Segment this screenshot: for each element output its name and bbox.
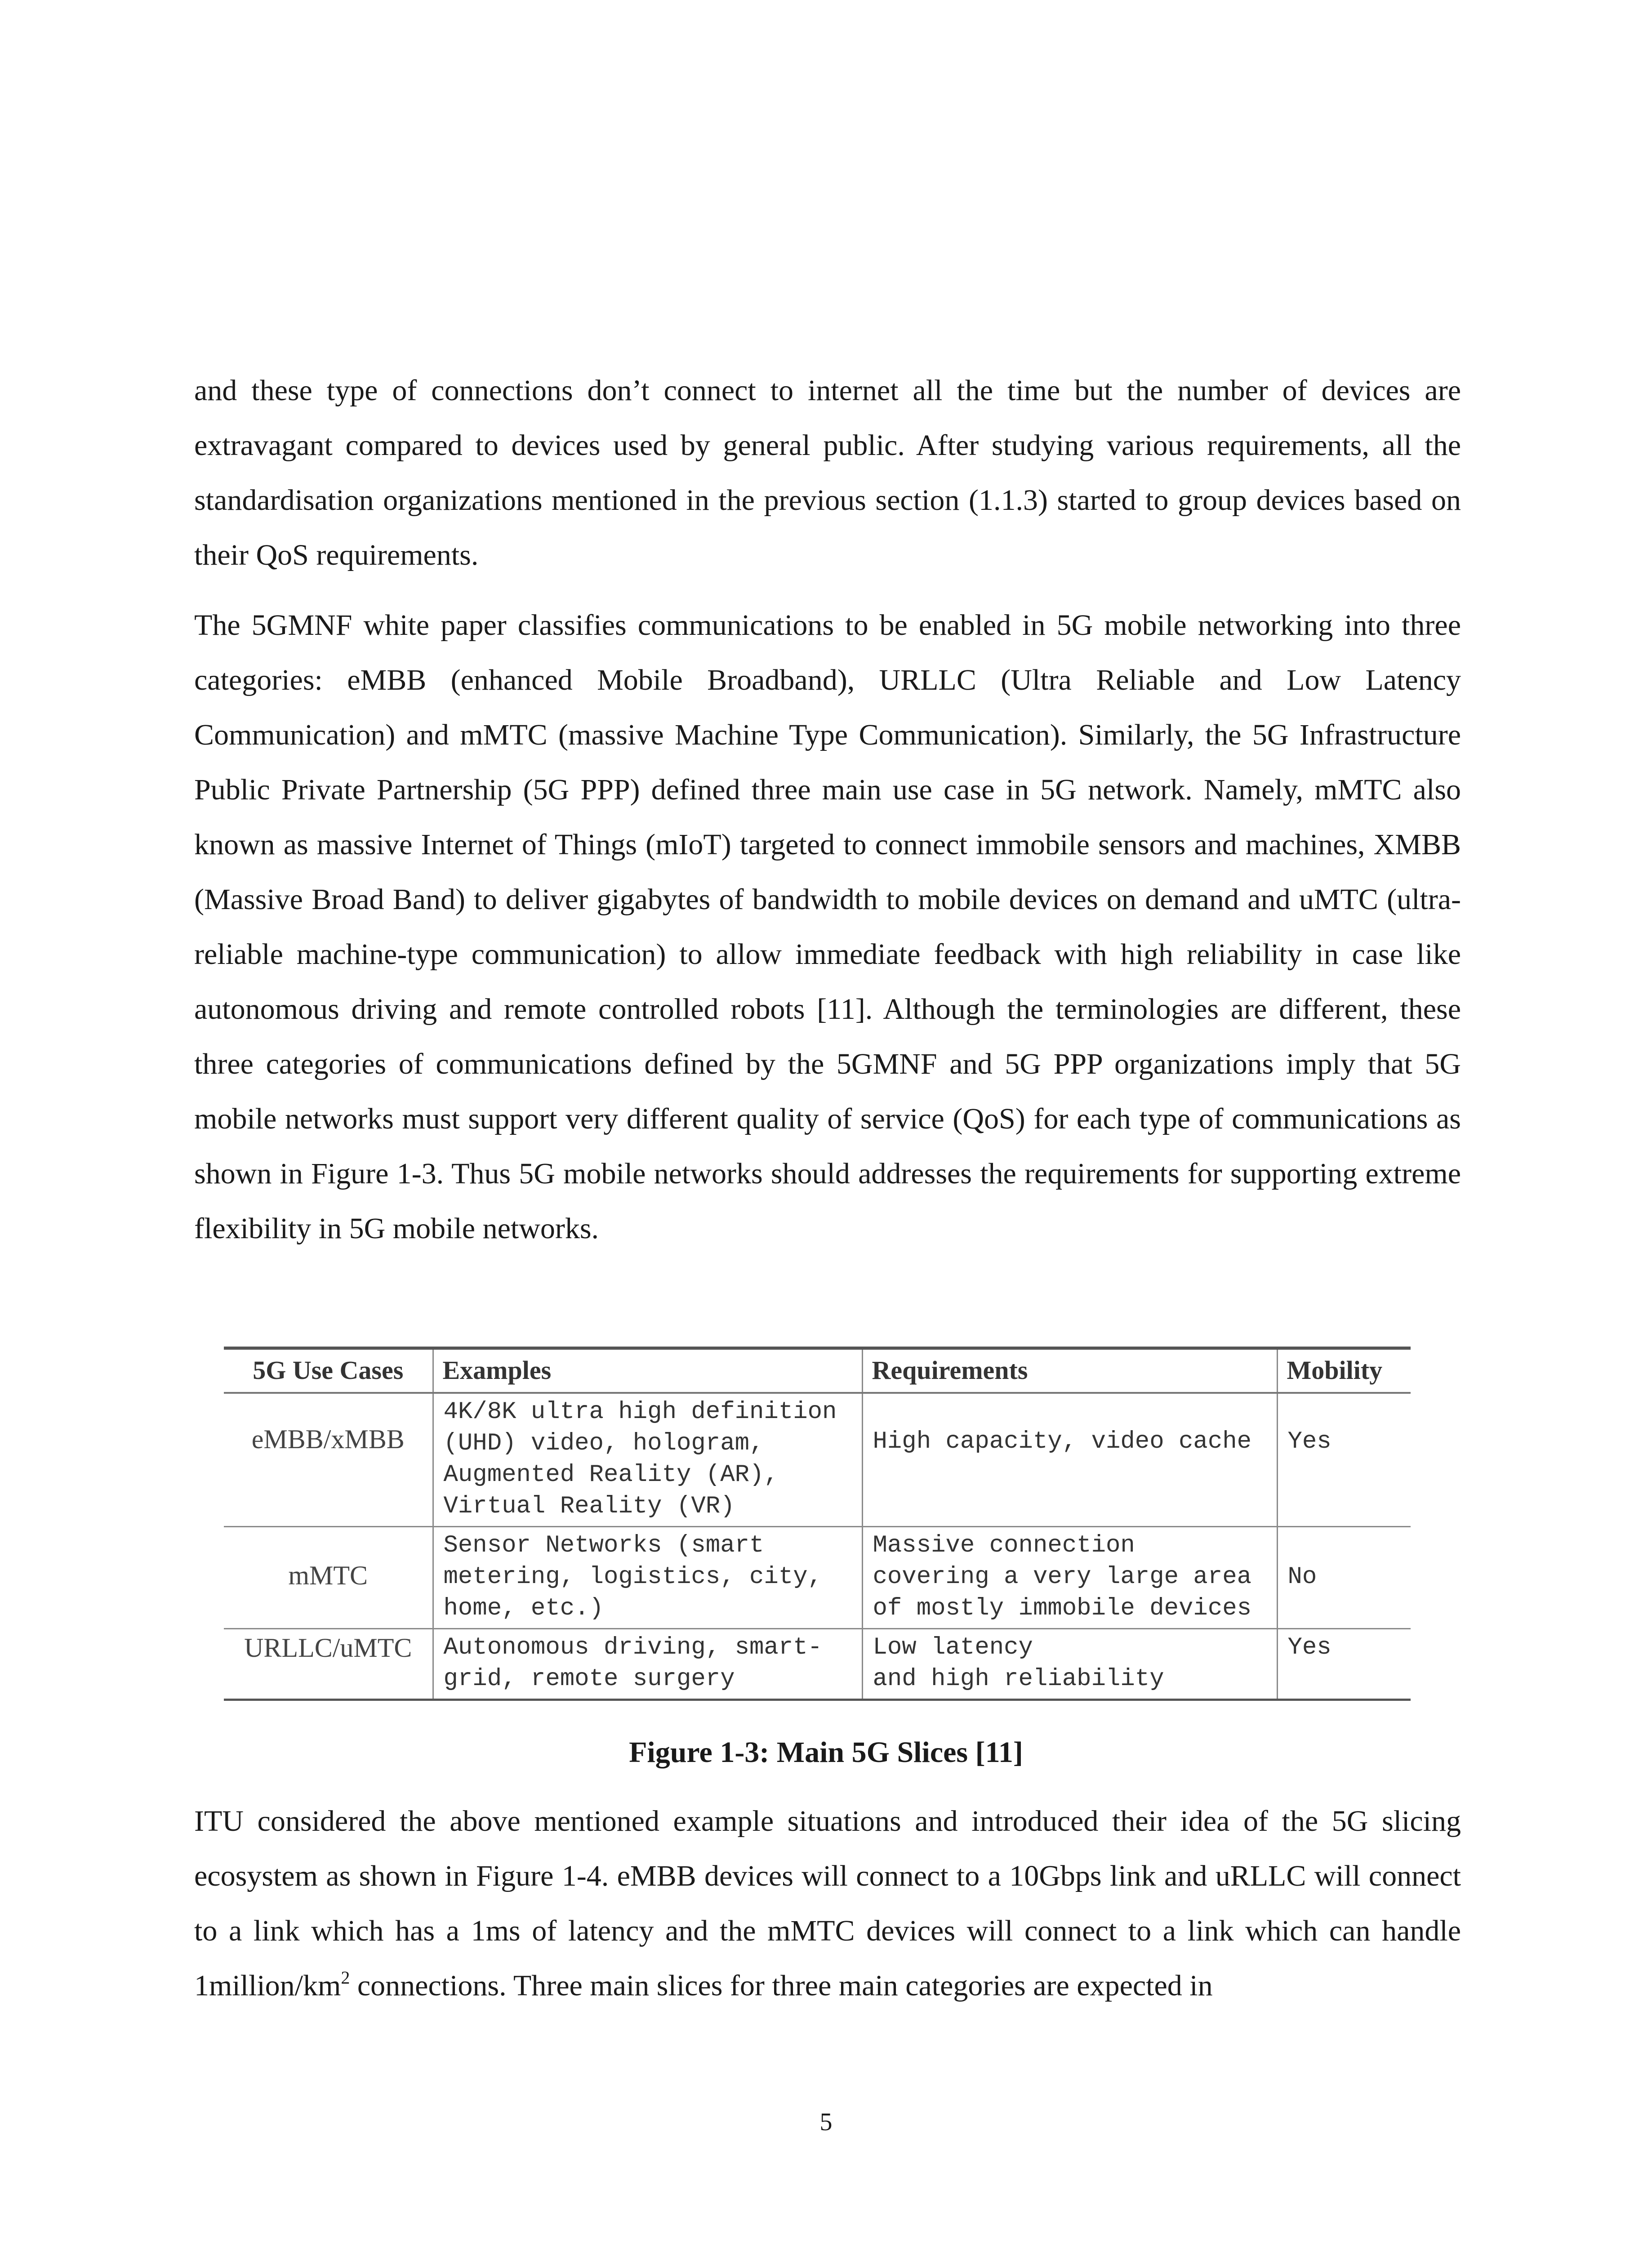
table-row — [224, 1629, 1411, 1700]
cell-examples: Sensor Networks (smart metering, logistics, city, home, etc.) — [433, 1527, 862, 1629]
table-row — [224, 1527, 1411, 1629]
header-examples: Examples — [433, 1348, 862, 1393]
cell-requirements: Low latency and high reliability — [862, 1629, 1277, 1700]
table-header-row — [224, 1348, 1411, 1393]
paragraph-3-text-end: connections. Three main slices for three main categories are expected in — [350, 1969, 1213, 2002]
header-requirements: Requirements — [862, 1348, 1277, 1393]
cell-mobility: Yes — [1277, 1393, 1411, 1527]
body-paragraph-2: The 5GMNF white paper classifies communications to be enabled in 5G mobile networking into three categories: eMBB (enhanced Mobile Broadband), URLLC (Ultra Reliable and Low Latency Communication) and mMTC (massive Machine Type Communication). Similarly, the 5G Infrastructure Public Private Partnership (5G PPP) defined three main use case in 5G network. Namely, mMTC also known as massive Internet of Things (mIoT) targeted to connect immobile sensors and machines, XMBB (Massive Broad Band) to deliver gigabytes of bandwidth to mobile devices on demand and uMTC (ultra-reliable machine-type communication) to allow immediate feedback with high reliability in case like autonomous driving and remote controlled robots [11]. Although the terminologies are different, these three categories of communications defined by the 5GMNF and 5G PPP organizations imply that 5G mobile networks must support very different quality of service (QoS) for each type of communications as shown in Figure 1-3. Thus 5G mobile networks should addresses the requirements for supporting extreme flexibility in 5G mobile networks. — [194, 609, 1461, 1245]
cell-examples: 4K/8K ultra high definition (UHD) video, hologram, Augmented Reality (AR), Virtual Reality (VR) — [433, 1393, 862, 1527]
cell-mobility: No — [1277, 1527, 1411, 1629]
cell-examples: Autonomous driving, smart- grid, remote surgery — [433, 1629, 862, 1700]
table-row — [224, 1393, 1411, 1527]
figure-table-5g-slices — [224, 1347, 1411, 1701]
cell-requirements: Massive connection covering a very large area of mostly immobile devices — [862, 1527, 1277, 1629]
body-paragraph-3 — [194, 1794, 1461, 2013]
cell-use-case: mMTC — [288, 1561, 368, 1590]
page-number: 5 — [819, 2108, 833, 2136]
superscript-2: 2 — [341, 1967, 350, 1988]
header-use-cases: 5G Use Cases — [253, 1356, 404, 1385]
cell-use-case: URLLC/uMTC — [244, 1633, 412, 1663]
figure-caption: Figure 1-3: Main 5G Slices [11] — [629, 1736, 1023, 1769]
header-mobility: Mobility — [1277, 1348, 1411, 1393]
cell-use-case: eMBB/xMBB — [251, 1424, 405, 1454]
cell-requirements: High capacity, video cache — [862, 1393, 1277, 1527]
body-paragraph-1: and these type of connections don’t connect to internet all the time but the number of devices are extravagant compared to devices used by general public. After studying various requirements, all the standardisation organizations mentioned in the previous section (1.1.3) started to group devices based on their QoS requirements. — [194, 374, 1461, 571]
paragraph-3-text: ITU considered the above mentioned example situations and introduced their idea of the 5G slicing ecosystem as shown in Figure 1-4. eMBB devices will connect to a 10Gbps link and uRLLC will connect to a link which has a 1ms of latency and the mMTC devices will connect to a link which can handle 1million/km — [194, 1805, 1461, 2002]
cell-mobility: Yes — [1277, 1629, 1411, 1700]
